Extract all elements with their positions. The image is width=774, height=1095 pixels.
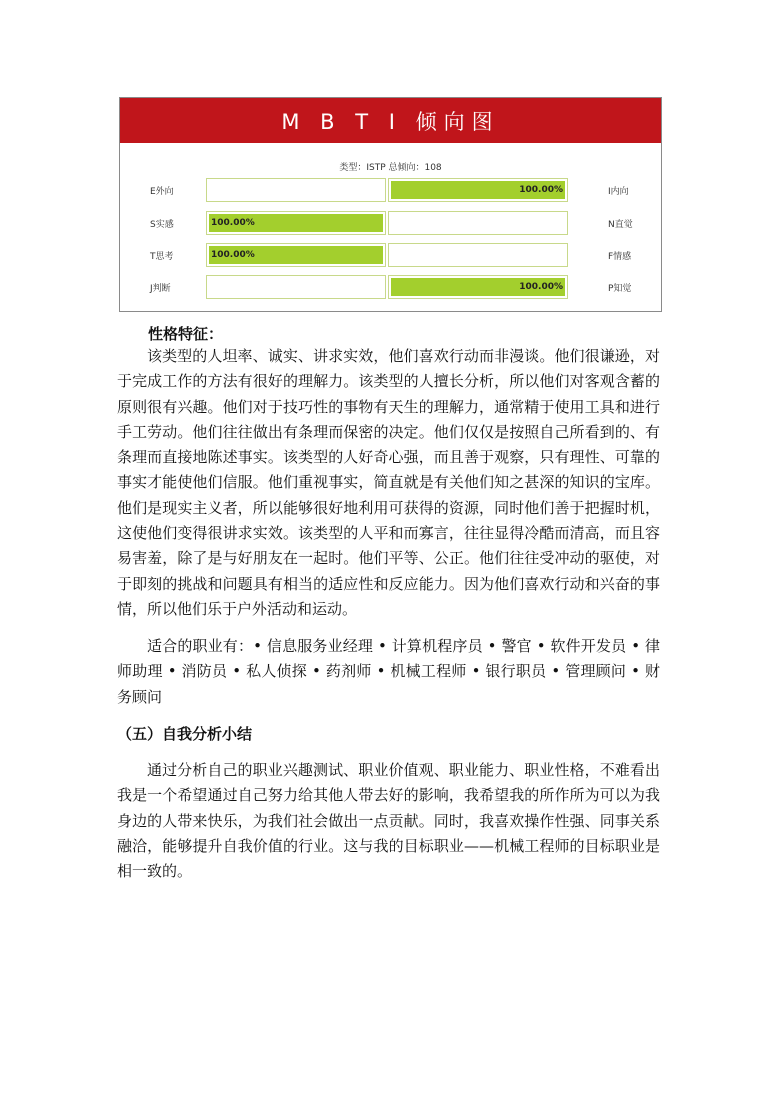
right-bar <box>388 243 568 267</box>
left-bar <box>206 178 386 202</box>
chart-subtitle: 类型：ISTP 总倾向：108 <box>339 163 442 173</box>
bar-percent-label: 100.00% <box>211 218 255 228</box>
row-left-label: T思考 <box>150 252 174 262</box>
right-bar <box>388 275 568 299</box>
chart-row <box>120 178 661 202</box>
row-right-label: F情感 <box>608 252 632 262</box>
chart-row <box>120 275 661 299</box>
row-left-label: E外向 <box>150 187 174 197</box>
careers-paragraph: 适合的职业有：• 信息服务业经理 • 计算机程序员 • 警官 • 软件开发员 • 律师助理 • 消防员 • 私人侦探 • 药剂师 • 机械工程师 • 银行职员 • 管理顾问 • 财务顾问 <box>117 637 660 706</box>
summary-heading: （五）自我分析小结 <box>117 725 253 743</box>
row-right-label: P知觉 <box>608 284 632 294</box>
bar-percent-label: 100.00% <box>519 282 563 292</box>
mbti-chart <box>119 97 662 312</box>
right-bar <box>388 211 568 235</box>
left-bar <box>206 211 386 235</box>
row-left-label: J判断 <box>150 284 171 294</box>
right-bar <box>388 178 568 202</box>
bar-percent-label: 100.00% <box>519 185 563 195</box>
chart-title: M B T I 倾向图 <box>120 98 661 143</box>
row-left-label: S实感 <box>150 220 174 230</box>
summary-paragraph: 通过分析自己的职业兴趣测试、职业价值观、职业能力、职业性格，不难看出我是一个希望通过自己努力给其他人带去好的影响，我希望我的所作所为可以为我身边的人带来快乐，为我们社会做出一点贡献。同时，我喜欢操作性强、同事关系融洽，能够提升自我价值的行业。这与我的目标职业——机械工程师的目标职业是相一致的。 <box>117 761 660 881</box>
bar-percent-label: 100.00% <box>211 250 255 260</box>
traits-paragraph: 该类型的人坦率、诚实、讲求实效，他们喜欢行动而非漫谈。他们很谦逊，对于完成工作的方法有很好的理解力。该类型的人擅长分析，所以他们对客观含蓄的原则很有兴趣。他们对于技巧性的事物有天生的理解力，通常精于使用工具和进行手工劳动。他们往往做出有条理而保密的决定。他们仅仅是按照自己所看到的、有条理而直接地陈述事实。该类型的人好奇心强，而且善于观察，只有理性、可靠的事实才能使他们信服。他们重视事实，简直就是有关他们知之甚深的知识的宝库。他们是现实主义者，所以能够很好地利用可获得的资源，同时他们善于把握时机，这使他们变得很讲求实效。该类型的人平和而寡言，往往显得冷酷而清高，而且容易害羞，除了是与好朋友在一起时。他们平等、公正。他们往往受冲动的驱使，对于即刻的挑战和问题具有相当的适应性和反应能力。因为他们喜欢行动和兴奋的事情，所以他们乐于户外活动和运动。 <box>117 347 660 618</box>
row-right-label: I内向 <box>608 187 629 197</box>
chart-row <box>120 243 661 267</box>
chart-row <box>120 211 661 235</box>
left-bar <box>206 243 386 267</box>
traits-heading: 性格特征： <box>148 325 224 343</box>
left-bar <box>206 275 386 299</box>
row-right-label: N直觉 <box>608 220 633 230</box>
